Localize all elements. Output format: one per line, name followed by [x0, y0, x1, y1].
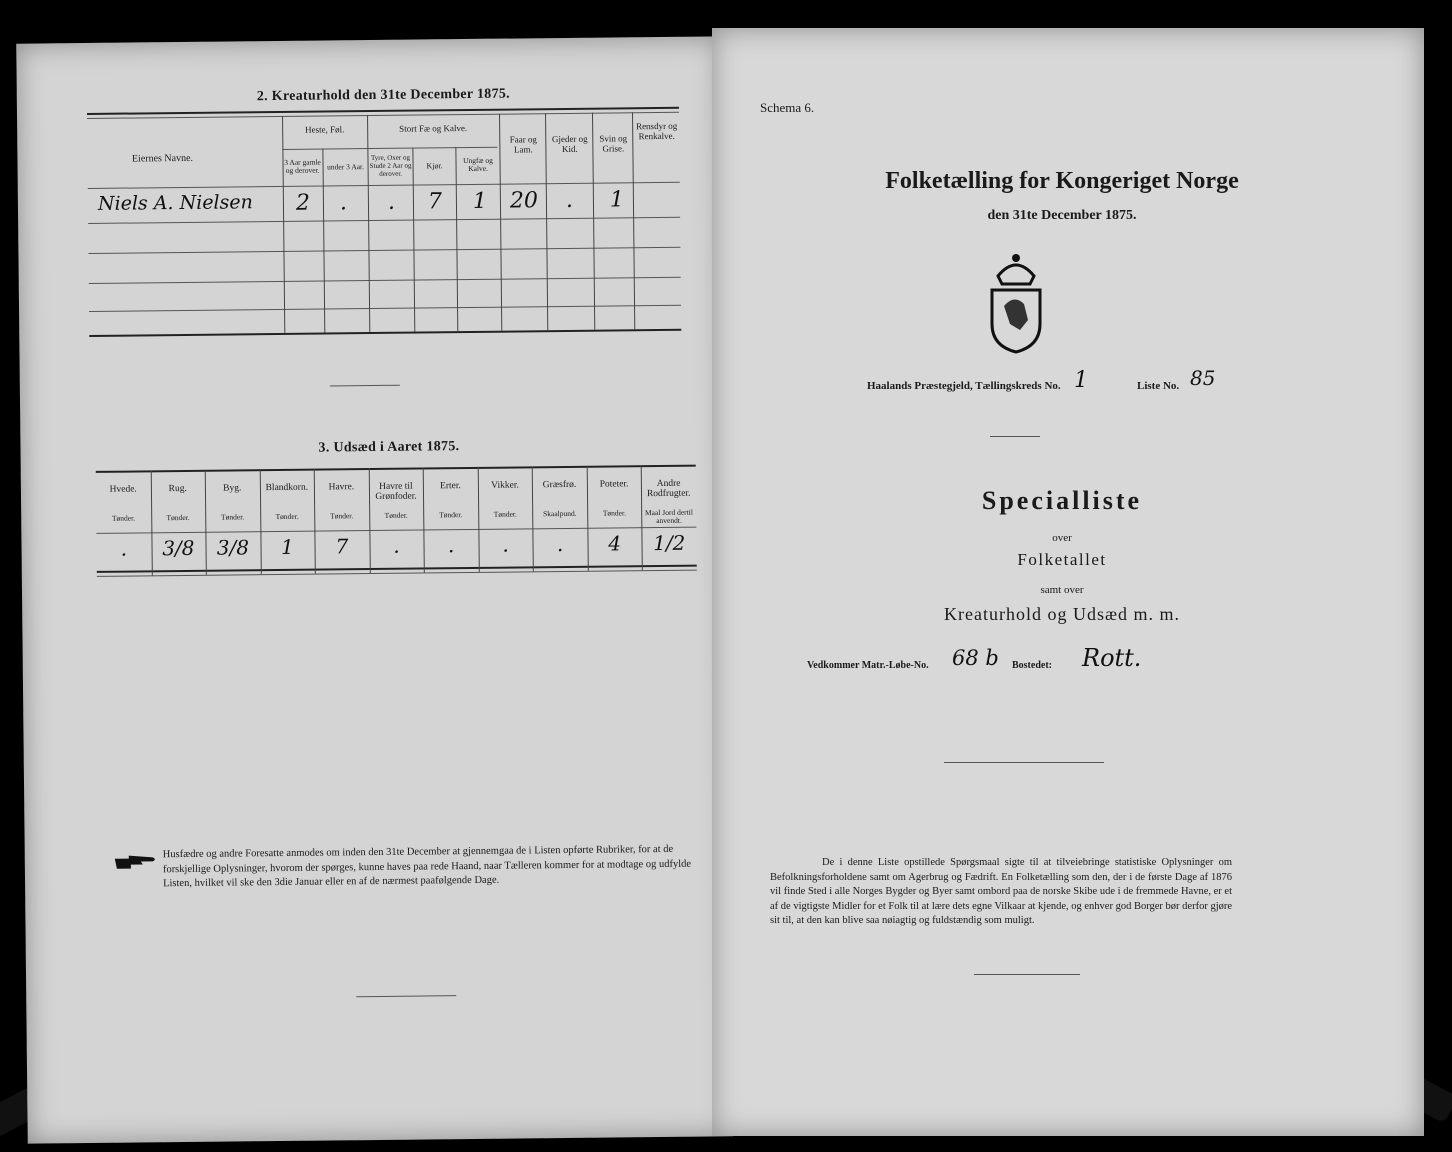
udsaed-col-unit: Maal Jord dertil anvendt.: [644, 507, 693, 526]
udsaed-col-unit: Tønder.: [439, 510, 463, 520]
udsaed-col-unit: Tønder.: [275, 511, 299, 522]
schema-label: Schema 6.: [760, 100, 815, 115]
udsaed-col-unit: Tønder.: [220, 512, 245, 522]
left-page: [16, 36, 732, 1143]
udsaed-cell: .: [120, 536, 128, 561]
udsaed-col-unit: Tønder.: [111, 513, 136, 523]
table-rule: [87, 107, 679, 115]
udsaed-col-header: Blandkorn.: [265, 482, 309, 494]
udsaed-cell: .: [393, 533, 400, 558]
matr-no: 68 b: [952, 646, 999, 670]
divider: [974, 974, 1080, 975]
specialliste-title: Specialliste: [981, 486, 1143, 515]
table-rule: [89, 305, 681, 312]
sub-header: under 3 Aar.: [327, 162, 365, 172]
udsaed-col-unit: Skaalpund.: [543, 508, 577, 519]
table-rule: [88, 217, 680, 224]
parish-label: Haalands Præstegjeld, Tællingskreds No.: [867, 380, 1061, 392]
table-col-line: [455, 147, 458, 331]
udsaed-col-header: Havre til Grønfoder.: [375, 481, 417, 502]
divider: [330, 385, 400, 387]
cell-tyre: .: [387, 189, 396, 215]
cell-kjor: 7: [427, 189, 443, 215]
udsaed-cell: 3/8: [216, 535, 250, 560]
owner-name: Niels A. Nielsen: [97, 191, 253, 215]
sub-header: Tyre, Oxer og Stude 2 Aar og derover.: [369, 153, 412, 178]
table-col-line: [322, 149, 325, 333]
cell-faar: 20: [509, 188, 539, 214]
udsaed-col-header: Græsfrø.: [542, 479, 577, 491]
udsaed-col-header: Erter.: [439, 481, 461, 492]
table-rule: [282, 147, 497, 150]
cell-gjeder: .: [565, 187, 574, 213]
cell-svin: 1: [609, 187, 625, 213]
liste-label: Liste No.: [1137, 380, 1180, 392]
udsaed-cell: 4: [608, 531, 622, 556]
tellingskreds-no: 1: [1074, 368, 1088, 393]
coat-of-arms-icon: [984, 250, 1048, 359]
table-col-line: [632, 112, 635, 329]
cell-heste-under3: .: [339, 190, 348, 216]
matr-label: Vedkommer Matr.-Løbe-No.: [807, 660, 929, 671]
table-col-line: [412, 148, 415, 332]
folketallet-label: Folketallet: [1017, 550, 1107, 569]
udsaed-cell: 3/8: [162, 535, 195, 561]
sub-header: Ungfæ og Kalve.: [463, 155, 493, 173]
samt-over-label: samt over: [1040, 584, 1084, 596]
heste-header: Heste, Føl.: [304, 124, 345, 135]
udsaed-col-unit: Tønder.: [602, 508, 626, 518]
cell-ungfae: 1: [472, 188, 488, 214]
udsaed-col-unit: Tønder.: [384, 510, 408, 520]
udsaed-col-header: Hvede.: [109, 484, 137, 495]
rensdyr-header: Rensdyr og Renkalve.: [635, 120, 678, 142]
udsaed-col-header: Rug.: [168, 483, 187, 495]
table-rule: [88, 247, 680, 254]
udsaed-title: 3. Udsæd i Aaret 1875.: [318, 439, 460, 456]
faar-header: Faar og Lam.: [509, 134, 537, 155]
bostedet-label: Bostedet:: [1012, 660, 1052, 671]
udsaed-col-header: Vikker.: [491, 480, 519, 491]
pointing-hand-icon: [113, 852, 159, 877]
udsaed-cell: 7: [335, 534, 349, 559]
over-label: over: [1052, 532, 1072, 544]
census-title: Folketælling for Kongeriget Norge: [885, 168, 1239, 194]
udsaed-col-unit: Tønder.: [493, 509, 517, 519]
divider: [356, 995, 456, 997]
udsaed-cell: .: [447, 533, 455, 558]
udsaed-cell: .: [556, 532, 564, 557]
udsaed-col-header: Andre Rodfrugter.: [646, 478, 691, 500]
svin-header: Svin og Grise.: [599, 133, 628, 154]
udsaed-cell: 1/2: [653, 530, 686, 556]
footer-text: De i denne Liste opstillede Spørgsmaal sigte til at tilveiebringe statistiske Oplysninger om Befolkningsforholdene samt om Agerbrug og Fædrift. En Folketælling som den, der i de første Dage af 1876 vil finde Sted i alle Norges Bygder og Byer samt ombord paa de norske Skibe ude i de fremmede Havne, er et af de vigtigste Midler for et Folk til at lære dets egne Vilkaar at kjende, og enhver god Borger bør derfor gjøre sit til, at den kan blive saa nøiagtig og fuldstændig som muligt.: [770, 857, 1233, 926]
bostedet-value: Rott.: [1082, 644, 1142, 672]
udsaed-col-header: Poteter.: [599, 479, 629, 490]
udsaed-col-unit: Tønder.: [166, 512, 190, 523]
divider: [990, 436, 1040, 437]
udsaed-cell: .: [502, 532, 509, 557]
table-rule: [89, 277, 681, 284]
gjeder-header: Gjeder og Kid.: [551, 133, 588, 155]
notice-text: Husfædre og andre Foresatte anmodes om inden den 31te December at gjennemgaa de i Listen opførte Rubriker, for at de forskjellige Oplysninger, hvorom der spørges, kunne haves paa rede Haand, naar Tælleren kommer for at modtage og udfylde Listen, hvilket vil ske den 3die Januar eller en af de nærmest paafølgende Dage.: [162, 843, 692, 890]
owner-header: Eiernes Navne.: [131, 152, 194, 165]
sub-header: 3 Aar gamle og derover.: [284, 157, 321, 175]
udsaed-table: [96, 465, 697, 576]
sub-header: Kjør.: [426, 161, 443, 171]
stort-fae-header: Stort Fæ og Kalve.: [399, 123, 468, 134]
udsaed-col-unit: Tønder.: [330, 511, 354, 521]
udsaed-cell: 1: [280, 534, 294, 559]
cell-heste-3aar: 2: [295, 190, 311, 216]
divider: [944, 762, 1104, 763]
table-rule: [88, 182, 680, 189]
right-page: [712, 28, 1424, 1136]
liste-no: 85: [1190, 366, 1216, 390]
udsaed-col-header: Havre.: [328, 482, 355, 493]
kreaturhold-label: Kreaturhold og Udsæd m. m.: [944, 604, 1180, 624]
census-date: den 31te December 1875.: [987, 208, 1137, 223]
udsaed-col-header: Byg.: [223, 483, 242, 494]
kreaturhold-title: 2. Kreaturhold den 31te December 1875.: [256, 86, 511, 105]
table-rule: [89, 329, 681, 337]
